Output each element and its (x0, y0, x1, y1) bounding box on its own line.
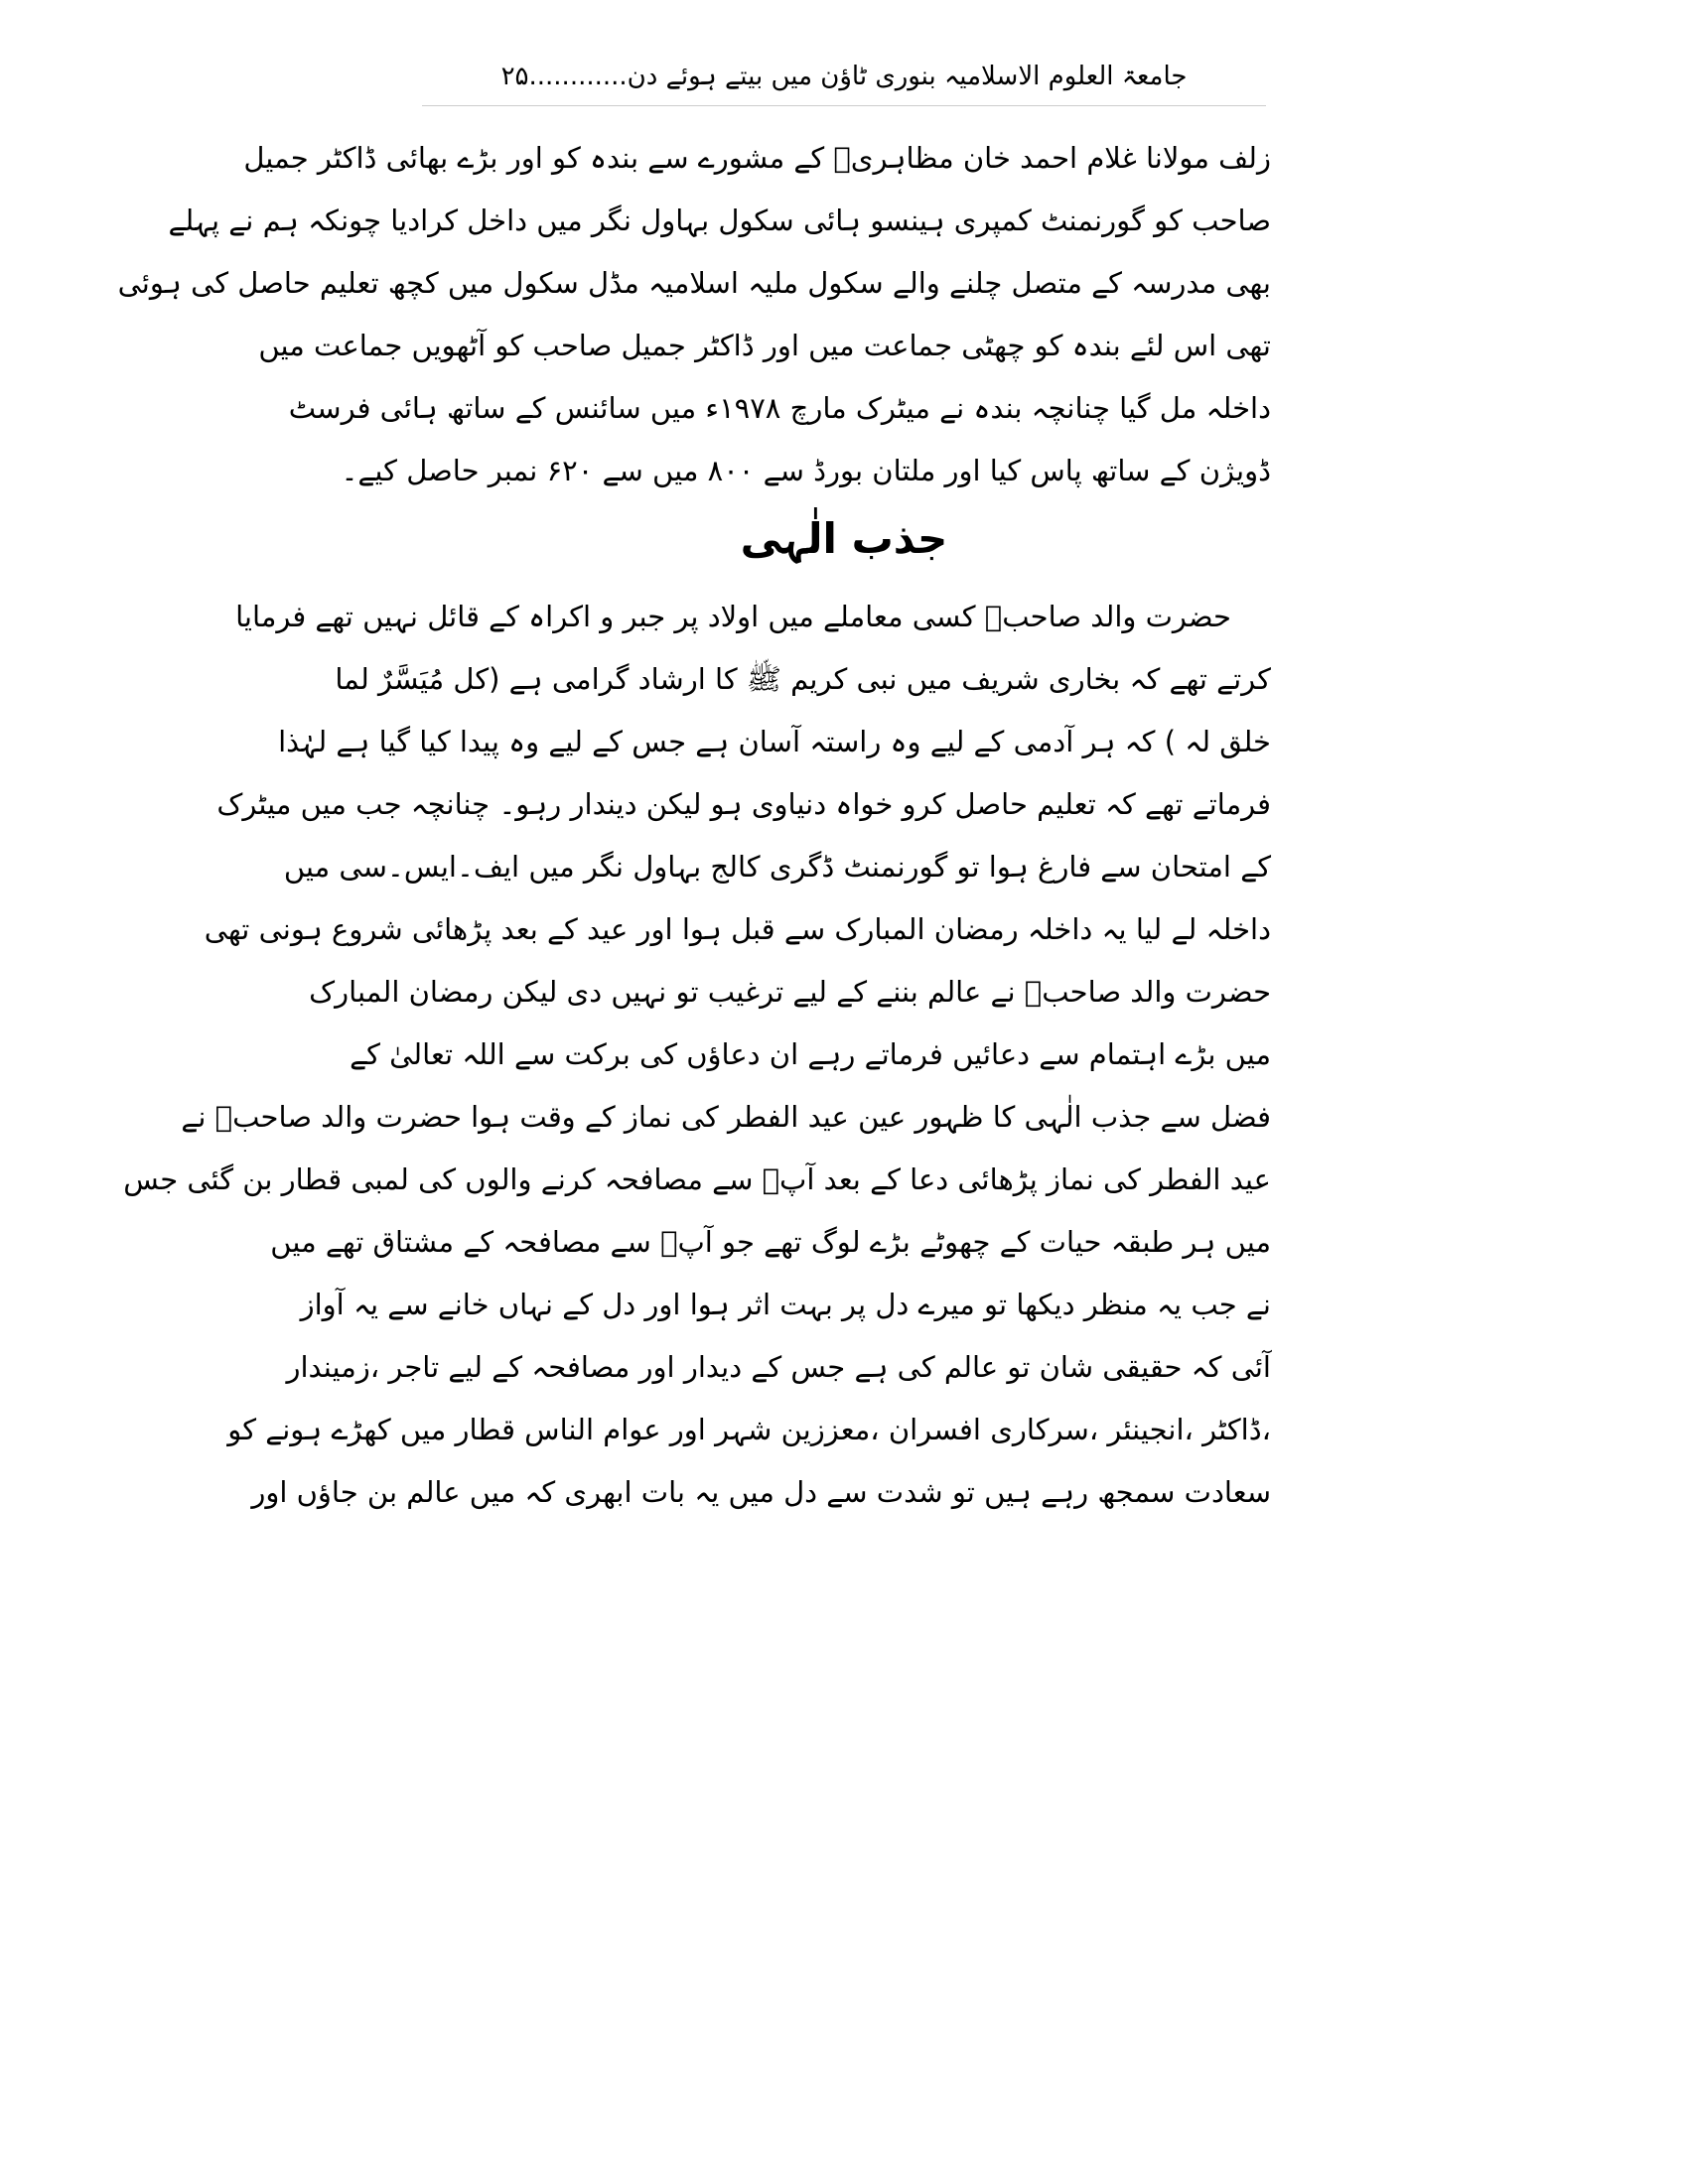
text-line: کرتے تھے کہ بخاری شریف میں نبی کریم ﷺ کا ارشاد گرامی ہے (کل مُیَسَّرٌ لما (335, 662, 1271, 696)
header-divider (422, 105, 1266, 106)
section-heading: جذب الٰہی (740, 514, 948, 563)
text-line: صاحب کو گورنمنٹ کمپری ہینسو ہائی سکول بہاول نگر میں داخل کرادیا چونکہ ہم نے پہلے (168, 204, 1271, 237)
text-line: داخلہ لے لیا یہ داخلہ رمضان المبارک سے قبل ہوا اور عید کے بعد پڑھائی شروع ہونی تھی (204, 912, 1271, 946)
text-line: حضرت والد صاحبؒ کسی معاملے میں اولاد پر جبر و اکراہ کے قائل نہیں تھے فرمایا (235, 600, 1231, 633)
text-line: سعادت سمجھ رہے ہیں تو شدت سے دل میں یہ بات ابھری کہ میں عالم بن جاؤں اور (251, 1475, 1271, 1509)
text-line: ڈویژن کے ساتھ پاس کیا اور ملتان بورڈ سے ۸۰۰ میں سے ۶۲۰ نمبر حاصل کیے۔ (341, 454, 1271, 487)
text-line: فضل سے جذب الٰہی کا ظہور عین عید الفطر کی نماز کے وقت ہوا حضرت والد صاحبؒ نے (181, 1100, 1271, 1134)
text-line: فرماتے تھے کہ تعلیم حاصل کرو خواہ دنیاوی ہو لیکن دیندار رہو۔ چنانچہ جب میں میٹرک (216, 787, 1271, 821)
text-line: میں بڑے اہتمام سے دعائیں فرماتے رہے ان دعاؤں کی برکت سے اللہ تعالیٰ کے (350, 1037, 1271, 1071)
text-line: زلف مولانا غلام احمد خان مظاہریؒ کے مشورے سے بندہ کو اور بڑے بھائی ڈاکٹر جمیل (243, 141, 1271, 175)
text-line: آئی کہ حقیقی شان تو عالم کی ہے جس کے دیدار اور مصافحہ کے لیے تاجر ،زمیندار (286, 1350, 1271, 1384)
text-line: میں ہر طبقہ حیات کے چھوٹے بڑے لوگ تھے جو آپؒ سے مصافحہ کے مشتاق تھے میں (270, 1225, 1271, 1259)
text-line: کے امتحان سے فارغ ہوا تو گورنمنٹ ڈگری کالج بہاول نگر میں ایف۔ایس۔سی میں (283, 850, 1271, 884)
text-line: حضرت والد صاحبؒ نے عالم بننے کے لیے ترغیب تو نہیں دی لیکن رمضان المبارک (309, 975, 1271, 1009)
running-header: جامعۃ العلوم الاسلامیہ بنوری ٹاؤن میں بیتے ہوئے دن............۲۵ (500, 62, 1188, 91)
text-line: تھی اس لئے بندہ کو چھٹی جماعت میں اور ڈاکٹر جمیل صاحب کو آٹھویں جماعت میں (258, 329, 1271, 362)
text-line: خلق لہ ) کہ ہر آدمی کے لیے وہ راستہ آسان ہے جس کے لیے وہ پیدا کیا گیا ہے لہٰذا (278, 725, 1271, 758)
paragraph-schooling (117, 127, 1271, 502)
paragraph-jazb-ilahi (123, 586, 1271, 1524)
text-line: داخلہ مل گیا چنانچہ بندہ نے میٹرک مارچ ۱۹۷۸ء میں سائنس کے ساتھ ہائی فرسٹ (288, 391, 1271, 425)
text-line: عید الفطر کی نماز پڑھائی دعا کے بعد آپؒ سے مصافحہ کرنے والوں کی لمبی قطار بن گئی جس (123, 1162, 1271, 1196)
text-line: بھی مدرسہ کے متصل چلنے والے سکول ملیہ اسلامیہ مڈل سکول میں کچھ تعلیم حاصل کی ہوئی (117, 266, 1271, 300)
text-line: ،ڈاکٹر ،انجینئر ،سرکاری افسران ،معززین شہر اور عوام الناس قطار میں کھڑے ہونے کو (227, 1413, 1271, 1446)
text-line: نے جب یہ منظر دیکھا تو میرے دل پر بہت اثر ہوا اور دل کے نہاں خانے سے یہ آواز (300, 1288, 1271, 1321)
